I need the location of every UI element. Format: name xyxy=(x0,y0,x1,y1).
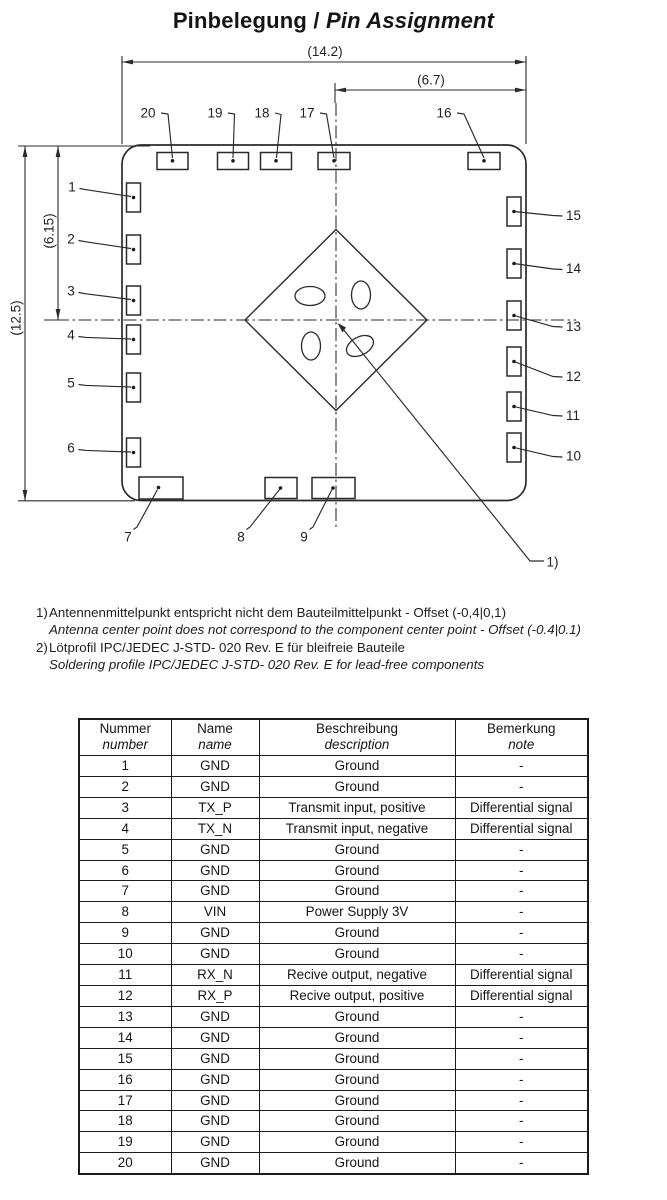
pin-label-5: 5 xyxy=(67,375,75,391)
leader-6 xyxy=(79,450,132,453)
table-row xyxy=(79,1069,588,1090)
pin-6-group xyxy=(67,438,140,467)
table-cell: - xyxy=(455,944,588,965)
antenna-slot-2 xyxy=(352,281,371,309)
pin-11-group xyxy=(507,392,580,423)
table-cell: - xyxy=(455,1153,588,1174)
table-cell: GND xyxy=(171,1069,259,1090)
pad-6-dot xyxy=(132,451,136,455)
pin-12-group xyxy=(507,347,581,384)
pin-9-group xyxy=(300,478,355,545)
table-row xyxy=(79,881,588,902)
table-cell: GND xyxy=(171,944,259,965)
package-outline xyxy=(122,145,526,501)
column-header-description: Beschreibung description xyxy=(259,719,455,756)
table-cell: - xyxy=(455,1048,588,1069)
arrow-left-icon xyxy=(122,60,133,65)
table-cell: 18 xyxy=(79,1111,171,1132)
table-cell: GND xyxy=(171,1006,259,1027)
table-cell: - xyxy=(455,881,588,902)
pad-9-dot xyxy=(331,486,335,490)
pad-11-dot xyxy=(512,405,516,409)
pad-4-dot xyxy=(132,338,136,342)
pad-12-dot xyxy=(512,360,516,364)
pad-3-dot xyxy=(132,299,136,303)
pad-10-dot xyxy=(512,446,516,450)
pin-14-group xyxy=(507,249,582,278)
pin-label-1: 1 xyxy=(68,179,76,195)
footnote-1-de: Antennenmittelpunkt entspricht nicht dem Bauteilmittelpunkt - Offset (-0,4|0,1) xyxy=(49,605,507,620)
table-cell: 17 xyxy=(79,1090,171,1111)
pad-18-dot xyxy=(274,159,278,163)
table-cell: 2 xyxy=(79,776,171,797)
dimension-width-half xyxy=(335,73,526,93)
arrow-up-icon xyxy=(23,146,28,157)
table-cell: - xyxy=(455,839,588,860)
table-cell: Ground xyxy=(259,1090,455,1111)
table-cell: 7 xyxy=(79,881,171,902)
antenna-slot-1 xyxy=(295,287,325,306)
table-cell: - xyxy=(455,902,588,923)
table-cell: Power Supply 3V xyxy=(259,902,455,923)
note-ref-label: 1) xyxy=(546,554,559,570)
pin-label-18: 18 xyxy=(254,105,270,121)
table-row xyxy=(79,1027,588,1048)
table-cell: 1 xyxy=(79,756,171,777)
pad-20-dot xyxy=(171,159,175,163)
table-row xyxy=(79,902,588,923)
pin-label-15: 15 xyxy=(566,208,582,223)
table-cell: Ground xyxy=(259,1027,455,1048)
table-cell: GND xyxy=(171,1048,259,1069)
arrow-right-icon xyxy=(515,60,526,65)
table-cell: - xyxy=(455,756,588,777)
pin-table xyxy=(78,718,589,1175)
table-cell: Ground xyxy=(259,1132,455,1153)
table-cell: - xyxy=(455,1069,588,1090)
pin-17-group xyxy=(299,106,350,170)
table-cell: Ground xyxy=(259,756,455,777)
footnote-2-de-line xyxy=(36,639,581,656)
pin-5-group xyxy=(67,373,140,402)
table-row xyxy=(79,985,588,1006)
pin-1-group xyxy=(68,180,140,213)
table-cell: - xyxy=(455,1132,588,1153)
table-cell: 16 xyxy=(79,1069,171,1090)
table-cell: GND xyxy=(171,860,259,881)
table-cell: Recive output, negative xyxy=(259,965,455,986)
pin-label-20: 20 xyxy=(140,105,156,121)
pad-16-dot xyxy=(482,159,486,163)
pin-label-4: 4 xyxy=(67,327,75,343)
pin-label-7: 7 xyxy=(124,529,132,545)
table-row xyxy=(79,1048,588,1069)
table-cell: GND xyxy=(171,1132,259,1153)
leader-5 xyxy=(79,385,132,388)
footnote-2-en: Soldering profile IPC/JEDEC J-STD- 020 Rev. E for lead-free components xyxy=(49,657,485,673)
dimension-height-half xyxy=(42,146,61,320)
table-cell: 5 xyxy=(79,839,171,860)
table-row xyxy=(79,776,588,797)
table-cell: GND xyxy=(171,923,259,944)
table-row xyxy=(79,1132,588,1153)
table-cell: Transmit input, negative xyxy=(259,818,455,839)
column-header-name: Name name xyxy=(171,719,259,756)
footnote-1-de-line xyxy=(36,604,581,621)
table-cell: RX_N xyxy=(171,965,259,986)
pin-4-group xyxy=(67,325,140,354)
dimension-width xyxy=(122,44,526,64)
arrow-up-icon xyxy=(56,146,61,157)
column-header-number: Nummer number xyxy=(79,719,171,756)
pin-19-group xyxy=(207,106,248,170)
table-cell: Ground xyxy=(259,1153,455,1174)
table-cell: 14 xyxy=(79,1027,171,1048)
leader-16 xyxy=(457,113,484,158)
table-cell: GND xyxy=(171,776,259,797)
page-title-de: Pinbelegung / xyxy=(172,8,320,33)
pin-label-14: 14 xyxy=(566,261,582,276)
table-cell: 13 xyxy=(79,1006,171,1027)
table-cell: - xyxy=(455,1027,588,1048)
table-cell: Ground xyxy=(259,839,455,860)
table-cell: RX_P xyxy=(171,985,259,1006)
leader-17 xyxy=(320,113,334,158)
dim-height-label: (12.5) xyxy=(8,300,24,336)
table-cell: 3 xyxy=(79,797,171,818)
page-title xyxy=(0,8,667,34)
pad-5-dot xyxy=(132,386,136,390)
pin-16-group xyxy=(436,106,500,170)
table-row xyxy=(79,944,588,965)
column-header-note: Bemerkung note xyxy=(455,719,588,756)
table-cell: Differential signal xyxy=(455,818,588,839)
table-row xyxy=(79,965,588,986)
note-leader-line xyxy=(343,329,544,561)
pin-18-group xyxy=(254,106,291,170)
table-cell: Differential signal xyxy=(455,985,588,1006)
leader-20 xyxy=(161,113,173,158)
arrow-right-icon xyxy=(515,88,526,93)
pin-label-13: 13 xyxy=(566,319,582,334)
table-cell: GND xyxy=(171,881,259,902)
pad-2-dot xyxy=(132,248,136,252)
pin-7-group xyxy=(124,477,183,545)
table-cell: - xyxy=(455,923,588,944)
pin-label-10: 10 xyxy=(566,448,582,464)
table-cell: GND xyxy=(171,1027,259,1048)
leader-8 xyxy=(247,490,280,530)
table-cell: 12 xyxy=(79,985,171,1006)
table-cell: 20 xyxy=(79,1153,171,1174)
footnote-2-de: Lötprofil IPC/JEDEC J-STD- 020 Rev. E für bleifreie Bauteile xyxy=(49,639,405,655)
pin-label-9: 9 xyxy=(300,529,308,545)
table-row xyxy=(79,1111,588,1132)
antenna-slot-3 xyxy=(302,332,321,360)
table-header-row xyxy=(79,719,588,756)
footnotes xyxy=(36,604,581,674)
pad-7-dot xyxy=(157,486,161,490)
pin-label-11: 11 xyxy=(566,408,581,423)
footnote-1-ref: 1) xyxy=(36,605,48,620)
dim-width-half-label: (6.7) xyxy=(417,72,445,88)
dim-height-half-label: (6.15) xyxy=(41,213,57,249)
table-cell: GND xyxy=(171,839,259,860)
pin-table-body xyxy=(79,756,588,1175)
dim-width-label: (14.2) xyxy=(307,44,343,59)
table-cell: 10 xyxy=(79,944,171,965)
page-title-en: Pin Assignment xyxy=(319,8,495,33)
table-cell: 11 xyxy=(79,965,171,986)
table-cell: GND xyxy=(171,1090,259,1111)
leader-19 xyxy=(228,113,235,158)
table-cell: Ground xyxy=(259,923,455,944)
table-cell: VIN xyxy=(171,902,259,923)
pad-7 xyxy=(139,477,183,499)
table-cell: Ground xyxy=(259,1006,455,1027)
table-cell: Ground xyxy=(259,1048,455,1069)
table-cell: Recive output, positive xyxy=(259,985,455,1006)
arrow-down-icon xyxy=(23,490,28,501)
pin-15-group xyxy=(507,197,581,226)
table-cell: Differential signal xyxy=(455,797,588,818)
pin-3-group xyxy=(67,284,140,316)
table-cell: Differential signal xyxy=(455,965,588,986)
pad-17-dot xyxy=(332,159,336,163)
leader-7 xyxy=(134,490,158,530)
table-row xyxy=(79,1090,588,1111)
pin-label-16: 16 xyxy=(436,105,452,121)
table-row xyxy=(79,839,588,860)
arrow-left-icon xyxy=(335,88,346,93)
table-row xyxy=(79,923,588,944)
table-cell: 9 xyxy=(79,923,171,944)
leader-9 xyxy=(310,490,333,530)
pin-8-group xyxy=(237,478,297,545)
table-cell: Ground xyxy=(259,776,455,797)
dimension-height xyxy=(9,146,28,501)
table-cell: - xyxy=(455,1006,588,1027)
table-cell: Ground xyxy=(259,881,455,902)
table-row xyxy=(79,860,588,881)
table-cell: - xyxy=(455,1090,588,1111)
table-row xyxy=(79,797,588,818)
table-cell: 4 xyxy=(79,818,171,839)
table-cell: Ground xyxy=(259,944,455,965)
table-row xyxy=(79,756,588,777)
pin-assignment-diagram xyxy=(0,40,667,595)
table-cell: GND xyxy=(171,1111,259,1132)
table-cell: GND xyxy=(171,1153,259,1174)
leader-4 xyxy=(79,337,132,340)
table-cell: 15 xyxy=(79,1048,171,1069)
leader-18 xyxy=(275,113,281,158)
pad-19-dot xyxy=(231,159,235,163)
table-cell: TX_P xyxy=(171,797,259,818)
table-cell: 19 xyxy=(79,1132,171,1153)
pin-2-group xyxy=(67,232,140,265)
pin-label-12: 12 xyxy=(566,369,582,384)
leader-3 xyxy=(79,293,132,300)
table-cell: - xyxy=(455,776,588,797)
pad-14-dot xyxy=(512,262,516,266)
table-cell: - xyxy=(455,860,588,881)
table-row xyxy=(79,818,588,839)
table-cell: Ground xyxy=(259,860,455,881)
footnote-1-en: Antenna center point does not correspond to the component center point - Offset (-0.4|0.1) xyxy=(49,622,581,638)
table-cell: 6 xyxy=(79,860,171,881)
table-cell: - xyxy=(455,1111,588,1132)
leader-2 xyxy=(79,241,132,249)
pad-13-dot xyxy=(512,314,516,318)
pin-label-6: 6 xyxy=(67,440,75,456)
pin-label-17: 17 xyxy=(299,105,315,121)
pin-label-3: 3 xyxy=(67,283,75,299)
pad-15-dot xyxy=(512,210,516,214)
pin-label-19: 19 xyxy=(207,105,223,121)
table-cell: TX_N xyxy=(171,818,259,839)
pin-10-group xyxy=(507,433,581,464)
leader-1 xyxy=(80,189,132,197)
table-cell: Transmit input, positive xyxy=(259,797,455,818)
pin-label-2: 2 xyxy=(67,231,75,247)
pin-20-group xyxy=(140,106,188,170)
pin-13-group xyxy=(507,301,581,334)
arrow-down-icon xyxy=(56,309,61,320)
footnote-2-ref: 2) xyxy=(36,639,48,655)
table-row xyxy=(79,1153,588,1174)
table-cell: Ground xyxy=(259,1069,455,1090)
table-row xyxy=(79,1006,588,1027)
pad-1-dot xyxy=(132,196,136,200)
pad-8-dot xyxy=(279,486,283,490)
pin-label-8: 8 xyxy=(237,529,245,545)
table-cell: GND xyxy=(171,756,259,777)
table-cell: Ground xyxy=(259,1111,455,1132)
table-cell: 8 xyxy=(79,902,171,923)
